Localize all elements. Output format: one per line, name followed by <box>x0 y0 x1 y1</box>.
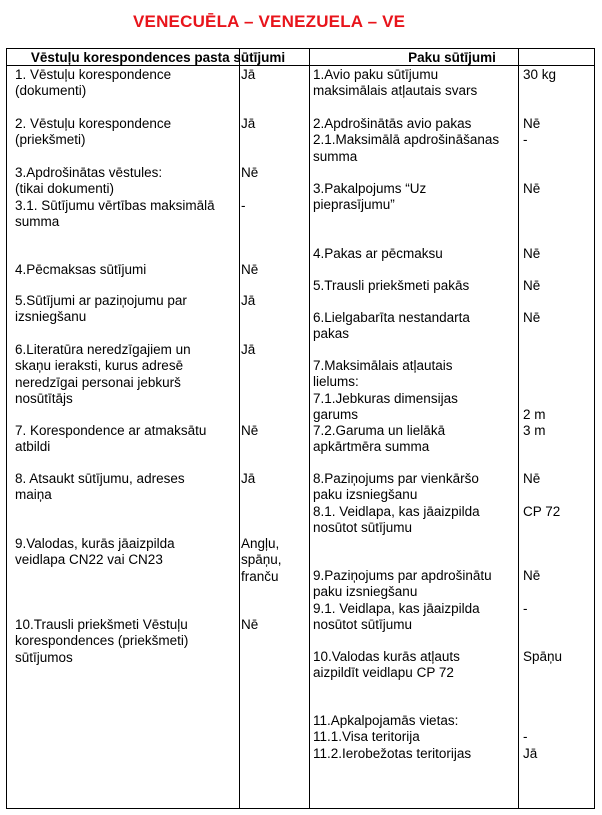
left-row-label: 3.Apdrošinātas vēstules: (tikai dokumenti) 3.1. Sūtījumu vērtības maksimālā summa <box>15 165 215 229</box>
right-row-label: 10.Valodas kurās atļauts aizpildīt veidlapu CP 72 <box>313 649 460 681</box>
left-row-value: Jā <box>241 116 256 131</box>
left-row-label: 1. Vēstuļu korespondence (dokumenti) <box>15 67 172 99</box>
left-row-value: Nē - <box>241 165 259 213</box>
right-row-label: 7.2.Garuma un lielākā apkārtmēra summa <box>313 423 446 455</box>
right-row-label: 4.Pakas ar pēcmaksu <box>313 246 443 261</box>
divider-center <box>309 49 310 808</box>
left-row-value: Nē <box>241 262 259 277</box>
header-parcels: Paku sūtījumi <box>408 50 496 65</box>
left-row-value: Angļu, spāņu, franču <box>241 536 282 584</box>
right-row-label: 1.Avio paku sūtījumu maksimālais atļautais svars <box>313 67 478 99</box>
left-row-label: 7. Korespondence ar atmaksātu atbildi <box>15 423 207 455</box>
left-row-value: Jā <box>241 342 256 357</box>
left-row-label: 2. Vēstuļu korespondence (priekšmeti) <box>15 116 172 148</box>
divider-left-value <box>239 49 240 808</box>
header-letter-mail: Vēstuļu korespondences pasta sūtījumi <box>30 50 286 65</box>
left-row-value: Nē <box>241 423 259 438</box>
right-row-value: Nē <box>523 310 541 325</box>
right-row-value: Nē CP 72 <box>523 471 561 519</box>
right-row-label: 11.Apkalpojamās vietas: 11.1.Visa teritorija 11.2.Ierobežotas teritorijas <box>313 713 472 761</box>
right-row-value: - Jā <box>523 729 538 761</box>
right-row-label: 8.Paziņojums par vienkāršo paku izsniegšanu 8.1. Veidlapa, kas jāaizpilda nosūtot sūtījumu <box>313 471 480 535</box>
left-row-label: 6.Literatūra neredzīgajiem un skaņu ieraksti, kurus adresē neredzīgai personai jebkurš nosūtītājs <box>15 342 191 406</box>
header-divider <box>7 65 594 66</box>
page-title: VENECUĒLA – VENEZUELA – VE <box>133 12 406 31</box>
left-row-label: 4.Pēcmaksas sūtījumi <box>15 262 147 277</box>
right-row-label: 6.Lielgabarīta nestandarta pakas <box>313 310 470 342</box>
right-row-value: Nē - <box>523 568 541 616</box>
right-row-value: 2 m <box>523 406 546 422</box>
right-row-value: Nē <box>523 246 541 261</box>
right-row-label: 2.Apdrošinātās avio pakas 2.1.Maksimālā apdrošināšanas summa <box>313 116 500 164</box>
right-row-value: Nē <box>523 181 541 196</box>
right-row-label: 5.Trausli priekšmeti pakās <box>313 278 470 293</box>
right-row-value: Spāņu <box>523 649 563 664</box>
left-row-value: Jā <box>241 67 256 82</box>
left-row-value: Jā <box>241 293 256 308</box>
left-row-value: Jā <box>241 471 256 486</box>
right-row-value: Nē - <box>523 116 541 148</box>
right-row-value: 3 m <box>523 423 546 438</box>
left-row-value: Nē <box>241 617 259 632</box>
right-row-label: 7.Maksimālais atļautais lielums: 7.1.Jebkuras dimensijas garums <box>313 358 458 422</box>
left-row-label: 8. Atsaukt sūtījumu, adreses maiņa <box>15 471 185 503</box>
right-row-label: 9.Paziņojums par apdrošinātu paku izsniegšanu 9.1. Veidlapa, kas jāaizpilda nosūtot sūtījumu <box>313 568 492 632</box>
right-row-value: Nē <box>523 278 541 293</box>
left-row-label: 5.Sūtījumi ar paziņojumu par izsniegšanu <box>15 293 187 325</box>
left-row-label: 9.Valodas, kurās jāaizpilda veidlapa CN22 vai CN23 <box>15 536 175 568</box>
left-row-label: 10.Trausli priekšmeti Vēstuļu korespondences (priekšmeti) sūtījumos <box>15 617 189 665</box>
divider-right-value <box>518 49 519 808</box>
right-row-value: 30 kg <box>523 67 557 82</box>
right-row-label: 3.Pakalpojums “Uz pieprasījumu” <box>313 181 427 213</box>
info-table <box>6 48 595 809</box>
